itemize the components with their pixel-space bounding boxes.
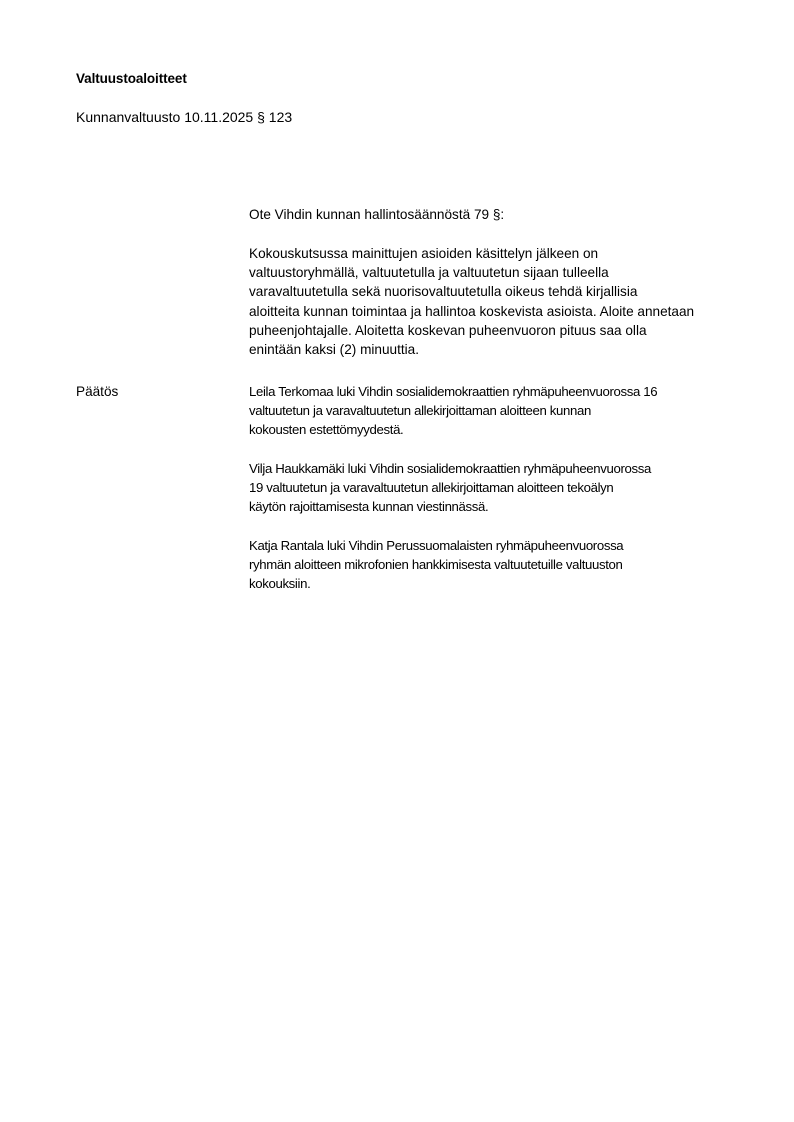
decision-line: kokousten estettömyydestä.: [249, 422, 404, 438]
excerpt-paragraph: [249, 244, 749, 359]
decision-line: Leila Terkomaa luki Vihdin sosialidemokraattien ryhmäpuheenvuorossa 16: [249, 384, 658, 399]
meeting-reference: Kunnanvaltuusto 10.11.2025 § 123: [76, 109, 293, 125]
excerpt-line: valtuustoryhmällä, valtuutetulla ja valtuutetun sijaan tulleella: [249, 265, 609, 281]
decision-line: kokouksiin.: [249, 576, 311, 592]
decision-line: 19 valtuutetun ja varavaltuutetun allekirjoittaman aloitteen tekoälyn: [249, 480, 614, 496]
decision-label: Päätös: [76, 384, 119, 399]
excerpt-line: enintään kaksi (2) minuuttia.: [249, 342, 420, 358]
excerpt-title-text: Ote Vihdin kunnan hallintosäännöstä 79 §:: [249, 207, 505, 222]
decision-line: käytön rajoittamisesta kunnan viestinnässä.: [249, 499, 489, 515]
decision-line: valtuutetun ja varavaltuutetun allekirjoittaman aloitteen kunnan: [249, 403, 591, 419]
excerpt-line: puheenjohtajalle. Aloitetta koskevan puheenvuoron pituus saa olla: [249, 322, 647, 338]
decision-line: Katja Rantala luki Vihdin Perussuomalaisten ryhmäpuheenvuorossa: [249, 538, 624, 553]
excerpt-line: aloitteita kunnan toimintaa ja hallintoa koskevista asioista. Aloite annetaan: [249, 303, 695, 319]
decision-paragraph: [249, 382, 749, 440]
decision-paragraph: [249, 536, 749, 594]
decision-paragraph: [249, 459, 749, 517]
excerpt-title: [249, 205, 749, 224]
excerpt-line: varavaltuutetulla sekä nuorisovaltuutetulla oikeus tehdä kirjallisia: [249, 284, 638, 300]
decision-line: ryhmän aloitteen mikrofonien hankkimisesta valtuutetuille valtuuston: [249, 557, 623, 573]
decision-line: Vilja Haukkamäki luki Vihdin sosialidemokraattien ryhmäpuheenvuorossa: [249, 461, 651, 476]
excerpt-line: Kokouskutsussa mainittujen asioiden käsittelyn jälkeen on: [249, 246, 599, 261]
document-heading: Valtuustoaloitteet: [76, 71, 187, 86]
